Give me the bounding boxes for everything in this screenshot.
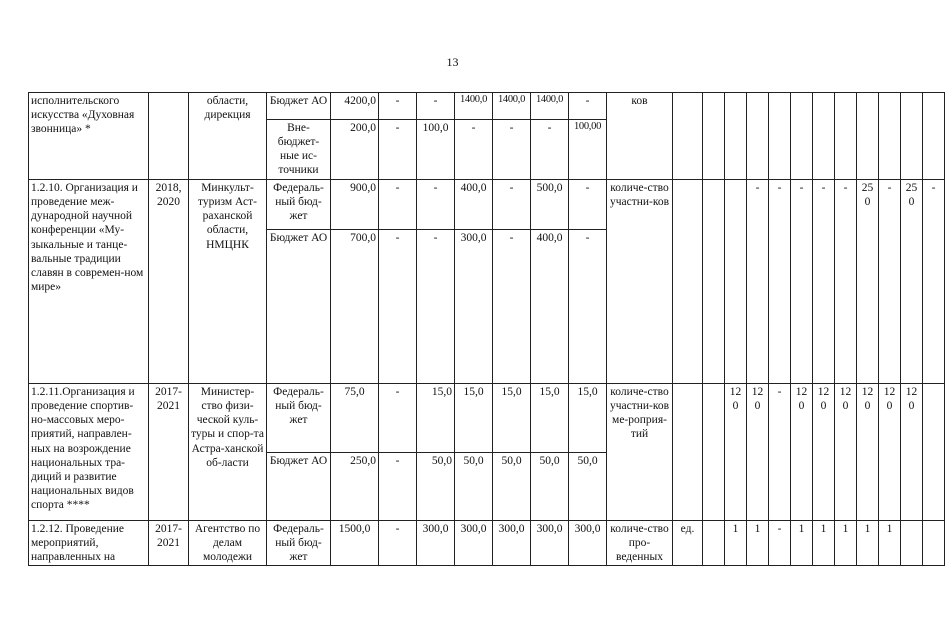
target-value: 120 bbox=[901, 384, 923, 521]
funding-2021: 100,00 bbox=[569, 120, 607, 180]
funding-2016: - bbox=[379, 453, 417, 521]
activity-name: 1.2.10. Организация и проведение меж-дународной научной конференции «Му-зыкальные и танце-вальные традиции славян в современ-ном мире» bbox=[29, 180, 149, 384]
funding-source: Федераль-ный бюд-жет bbox=[267, 521, 331, 566]
target-value: 1 bbox=[791, 521, 813, 566]
funding-2018: 400,0 bbox=[455, 180, 493, 230]
indicator-unit bbox=[673, 93, 703, 180]
funding-2020: 1400,0 bbox=[531, 93, 569, 120]
funding-total: 900,0 bbox=[331, 180, 379, 230]
funding-2021: - bbox=[569, 180, 607, 230]
target-value bbox=[879, 93, 901, 180]
funding-2016: - bbox=[379, 93, 417, 120]
target-value: 250 bbox=[901, 180, 923, 384]
funding-2018: - bbox=[455, 120, 493, 180]
funding-2020: 500,0 bbox=[531, 180, 569, 230]
target-value bbox=[923, 384, 945, 521]
indicator-name: количе-ство участни-ков ме-роприя-тий bbox=[607, 384, 673, 521]
activity-name: 1.2.11.Организация и проведение спортив-но-массовых меро-приятий, направлен-ных на возрождение национальных тра-диций и развитие национальных видов спорта **** bbox=[29, 384, 149, 521]
target-value bbox=[703, 384, 725, 521]
program-table bbox=[28, 92, 945, 566]
funding-2021: - bbox=[569, 93, 607, 120]
target-value: 1 bbox=[879, 521, 901, 566]
table-row bbox=[29, 384, 945, 453]
funding-total: 75,0 bbox=[331, 384, 379, 453]
target-value: 1 bbox=[835, 521, 857, 566]
funding-2020: 400,0 bbox=[531, 230, 569, 384]
funding-2017: - bbox=[417, 230, 455, 384]
target-value bbox=[901, 93, 923, 180]
funding-2017: 300,0 bbox=[417, 521, 455, 566]
funding-2019: 15,0 bbox=[493, 384, 531, 453]
activity-years: 2018, 2020 bbox=[149, 180, 189, 384]
target-value bbox=[703, 521, 725, 566]
funding-source: Бюджет АО bbox=[267, 93, 331, 120]
activity-name: 1.2.12. Проведение мероприятий, направленных на bbox=[29, 521, 149, 566]
funding-2018: 300,0 bbox=[455, 230, 493, 384]
target-value: - bbox=[769, 384, 791, 521]
funding-source: Бюджет АО bbox=[267, 230, 331, 384]
target-value: 120 bbox=[857, 384, 879, 521]
funding-2017: 15,0 bbox=[417, 384, 455, 453]
funding-total: 4200,0 bbox=[331, 93, 379, 120]
funding-2020: 50,0 bbox=[531, 453, 569, 521]
funding-2018: 15,0 bbox=[455, 384, 493, 453]
target-value bbox=[835, 93, 857, 180]
table-row bbox=[29, 521, 945, 566]
funding-2021: 50,0 bbox=[569, 453, 607, 521]
indicator-name: ков bbox=[607, 93, 673, 180]
activity-executor: области, дирекция bbox=[189, 93, 267, 180]
funding-2019: 1400,0 bbox=[493, 93, 531, 120]
target-value bbox=[791, 93, 813, 180]
funding-2016: - bbox=[379, 180, 417, 230]
target-value: 120 bbox=[725, 384, 747, 521]
target-value: - bbox=[879, 180, 901, 384]
funding-2018: 300,0 bbox=[455, 521, 493, 566]
indicator-unit: ед. bbox=[673, 521, 703, 566]
target-value bbox=[813, 93, 835, 180]
target-value: - bbox=[813, 180, 835, 384]
activity-years: 2017-2021 bbox=[149, 384, 189, 521]
funding-source: Бюджет АО bbox=[267, 453, 331, 521]
funding-2016: - bbox=[379, 120, 417, 180]
funding-2019: - bbox=[493, 230, 531, 384]
funding-2020: - bbox=[531, 120, 569, 180]
funding-2019: 300,0 bbox=[493, 521, 531, 566]
funding-source: Федераль-ный бюд-жет bbox=[267, 384, 331, 453]
table-row bbox=[29, 93, 945, 120]
funding-total: 700,0 bbox=[331, 230, 379, 384]
funding-2019: - bbox=[493, 180, 531, 230]
funding-2021: 15,0 bbox=[569, 384, 607, 453]
activity-executor: Министер-ство физи-ческой куль-туры и спор-та Астра-ханской об-ласти bbox=[189, 384, 267, 521]
funding-2017: 50,0 bbox=[417, 453, 455, 521]
funding-2021: 300,0 bbox=[569, 521, 607, 566]
target-value: - bbox=[769, 521, 791, 566]
target-value: - bbox=[835, 180, 857, 384]
target-value: - bbox=[791, 180, 813, 384]
target-value: 120 bbox=[747, 384, 769, 521]
activity-years bbox=[149, 93, 189, 180]
target-value bbox=[923, 521, 945, 566]
funding-2018: 1400,0 bbox=[455, 93, 493, 120]
funding-2019: 50,0 bbox=[493, 453, 531, 521]
funding-2016: - bbox=[379, 230, 417, 384]
funding-source: Вне-бюджет-ные ис-точники bbox=[267, 120, 331, 180]
target-value bbox=[747, 93, 769, 180]
funding-2017: - bbox=[417, 180, 455, 230]
funding-2020: 15,0 bbox=[531, 384, 569, 453]
target-value: - bbox=[923, 180, 945, 384]
target-value bbox=[725, 93, 747, 180]
target-value: 1 bbox=[857, 521, 879, 566]
target-value: - bbox=[769, 180, 791, 384]
funding-2021: - bbox=[569, 230, 607, 384]
target-value: 120 bbox=[813, 384, 835, 521]
funding-2018: 50,0 bbox=[455, 453, 493, 521]
funding-2017: - bbox=[417, 93, 455, 120]
target-value: 1 bbox=[725, 521, 747, 566]
funding-source: Федераль-ный бюд-жет bbox=[267, 180, 331, 230]
target-value: 1 bbox=[747, 521, 769, 566]
indicator-unit bbox=[673, 180, 703, 384]
target-value: 250 bbox=[857, 180, 879, 384]
funding-total: 200,0 bbox=[331, 120, 379, 180]
funding-total: 250,0 bbox=[331, 453, 379, 521]
funding-2016: - bbox=[379, 384, 417, 453]
target-value bbox=[725, 180, 747, 384]
target-value: 120 bbox=[835, 384, 857, 521]
table-row bbox=[29, 180, 945, 230]
target-value: 120 bbox=[879, 384, 901, 521]
target-value bbox=[769, 93, 791, 180]
funding-2017: 100,0 bbox=[417, 120, 455, 180]
funding-total: 1500,0 bbox=[331, 521, 379, 566]
page-number: 13 bbox=[446, 55, 459, 69]
funding-2019: - bbox=[493, 120, 531, 180]
indicator-unit bbox=[673, 384, 703, 521]
funding-2016: - bbox=[379, 521, 417, 566]
indicator-name: количе-ство участни-ков bbox=[607, 180, 673, 384]
target-value bbox=[901, 521, 923, 566]
funding-2020: 300,0 bbox=[531, 521, 569, 566]
activity-years: 2017-2021 bbox=[149, 521, 189, 566]
target-value bbox=[923, 93, 945, 180]
indicator-name: количе-ство про-веденных bbox=[607, 521, 673, 566]
target-value bbox=[703, 180, 725, 384]
activity-executor: Агентство по делам молодежи bbox=[189, 521, 267, 566]
target-value: 1 bbox=[813, 521, 835, 566]
target-value bbox=[857, 93, 879, 180]
target-value: - bbox=[747, 180, 769, 384]
activity-executor: Минкульт-туризм Аст-раханской области, НМЦНК bbox=[189, 180, 267, 384]
target-value: 120 bbox=[791, 384, 813, 521]
activity-name: исполнительского искусства «Духовная звонница» * bbox=[29, 93, 149, 180]
target-value bbox=[703, 93, 725, 180]
